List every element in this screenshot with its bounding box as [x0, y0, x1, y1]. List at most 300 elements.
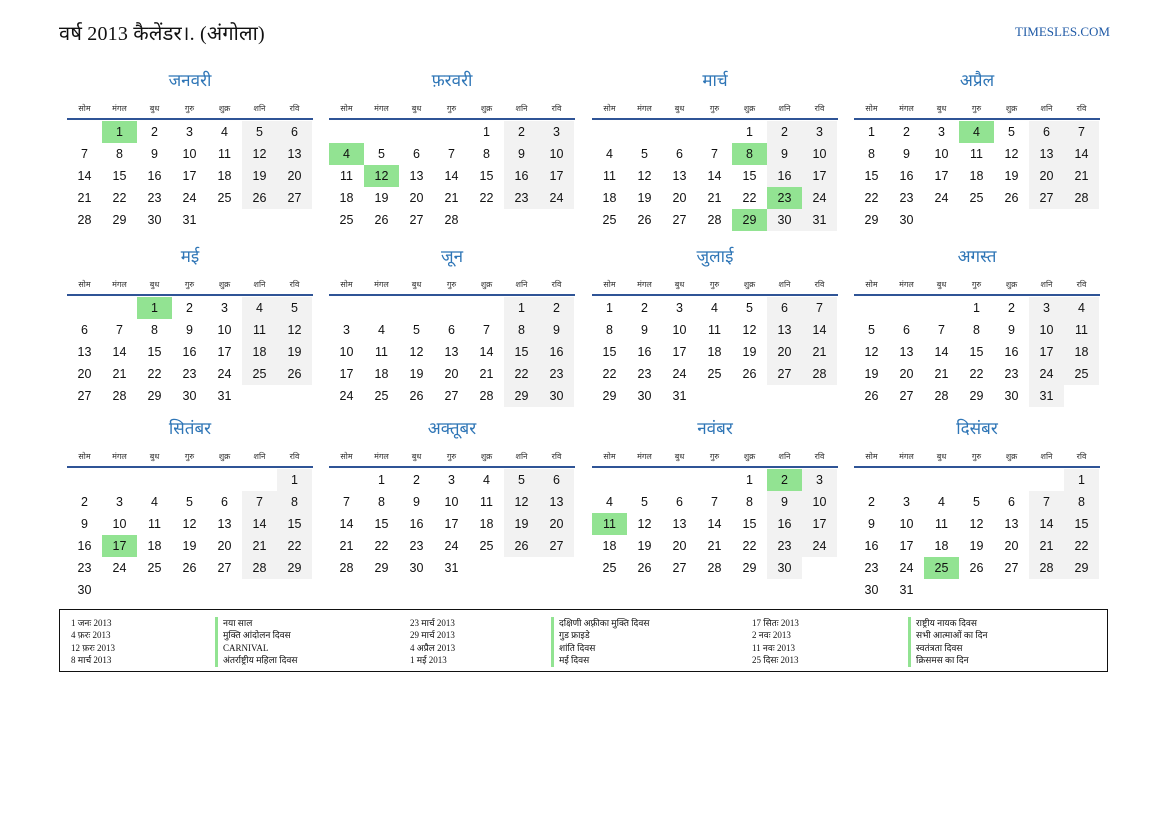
- holiday-legend: [59, 609, 1108, 672]
- day-cell: 17: [899, 539, 914, 553]
- day-cell: 16: [147, 169, 162, 183]
- day-cell: 3: [186, 125, 193, 139]
- day-cell: 15: [602, 345, 617, 359]
- day-cell: 10: [899, 517, 914, 531]
- day-cell: 3: [802, 121, 837, 143]
- day-cell: 29: [112, 213, 127, 227]
- month-title: अप्रैल: [959, 71, 995, 90]
- day-cell: 18: [479, 517, 494, 531]
- month-title: मार्च: [702, 71, 728, 90]
- day-cell: 27: [767, 363, 802, 385]
- weekday-header: बुध: [674, 280, 685, 289]
- day-cell: 21: [707, 539, 722, 553]
- weekday-header: शनि: [253, 452, 266, 461]
- day-cell: 7: [81, 147, 88, 161]
- day-cell: 19: [864, 367, 879, 381]
- holiday-day-cell: 29: [732, 209, 767, 231]
- day-cell: 20: [899, 367, 914, 381]
- day-cell: 27: [1004, 561, 1019, 575]
- holiday-name: स्वतंत्रता दिवस: [908, 642, 987, 654]
- day-cell: 12: [409, 345, 424, 359]
- day-cell: 10: [444, 495, 459, 509]
- day-cell: 26: [277, 363, 312, 385]
- day-cell: 30: [767, 557, 802, 579]
- day-cell: 19: [504, 513, 539, 535]
- day-cell: 28: [77, 213, 92, 227]
- day-cell: 3: [448, 473, 455, 487]
- weekday-header: गुरु: [709, 452, 720, 461]
- day-cell: 29: [602, 389, 617, 403]
- weekday-header: बुध: [411, 452, 422, 461]
- weekday-header: शुक्र: [1005, 280, 1018, 289]
- day-cell: 5: [641, 495, 648, 509]
- holiday-day-cell: 12: [364, 165, 399, 187]
- day-cell: 23: [147, 191, 162, 205]
- legend-name-column: [215, 617, 297, 667]
- header-rule: [67, 466, 313, 468]
- day-cell: 9: [1008, 323, 1015, 337]
- day-cell: 14: [77, 169, 92, 183]
- day-cell: 12: [969, 517, 984, 531]
- day-cell: 19: [374, 191, 389, 205]
- day-cell: 21: [339, 539, 354, 553]
- weekday-header: शनि: [515, 452, 528, 461]
- day-cell: 17: [339, 367, 354, 381]
- weekday-header: शनि: [778, 104, 791, 113]
- day-cell: 22: [602, 367, 617, 381]
- day-cell: 2: [413, 473, 420, 487]
- day-cell: 28: [707, 561, 722, 575]
- day-cell: 5: [242, 121, 277, 143]
- day-cell: 15: [1064, 513, 1099, 535]
- day-cell: 1: [483, 125, 490, 139]
- day-cell: 13: [1029, 143, 1064, 165]
- day-cell: 23: [899, 191, 914, 205]
- day-cell: 9: [641, 323, 648, 337]
- day-cell: 4: [711, 301, 718, 315]
- holiday-date: 8 मार्च 2013: [71, 655, 112, 666]
- weekday-header: गुरु: [709, 104, 720, 113]
- day-cell: 18: [707, 345, 722, 359]
- day-cell: 25: [217, 191, 232, 205]
- weekday-header: मंगल: [112, 280, 127, 289]
- holiday-date: 17 सितः 2013: [752, 618, 799, 628]
- holiday-name: गुड फ्राइडे: [551, 629, 649, 641]
- weekday-header: रवि: [551, 280, 562, 289]
- weekday-header: शुक्र: [1005, 104, 1018, 113]
- day-cell: 12: [504, 491, 539, 513]
- holiday-name: राष्ट्रीय नायक दिवस: [908, 617, 987, 629]
- day-cell: 7: [116, 323, 123, 337]
- weekday-header: रवि: [551, 104, 562, 113]
- day-cell: 20: [217, 539, 232, 553]
- day-cell: 29: [1064, 557, 1099, 579]
- weekday-header: मंगल: [899, 452, 914, 461]
- day-cell: 1: [378, 473, 385, 487]
- day-cell: 14: [444, 169, 459, 183]
- holiday-date: 29 मार्च 2013: [410, 630, 455, 641]
- day-cell: 3: [343, 323, 350, 337]
- holiday-day-cell: 1: [102, 121, 137, 143]
- day-cell: 13: [217, 517, 232, 531]
- day-cell: 20: [672, 191, 687, 205]
- day-cell: 26: [742, 367, 757, 381]
- day-cell: 25: [242, 363, 277, 385]
- weekday-header: मंगल: [374, 280, 389, 289]
- day-cell: 23: [864, 561, 879, 575]
- weekday-header: सोम: [865, 280, 878, 289]
- day-cell: 9: [767, 491, 802, 513]
- day-cell: 1: [973, 301, 980, 315]
- day-cell: 8: [116, 147, 123, 161]
- day-cell: 30: [767, 209, 802, 231]
- weekday-header: बुध: [411, 104, 422, 113]
- day-cell: 21: [1029, 535, 1064, 557]
- day-cell: 9: [504, 143, 539, 165]
- holiday-name: मुक्ति आंदोलन दिवस: [215, 629, 297, 641]
- day-cell: 3: [116, 495, 123, 509]
- month-title: जुलाई: [696, 247, 734, 266]
- day-cell: 27: [1029, 187, 1064, 209]
- day-cell: 21: [112, 367, 127, 381]
- day-cell: 14: [802, 319, 837, 341]
- day-cell: 5: [868, 323, 875, 337]
- header-rule: [67, 118, 313, 120]
- day-cell: 6: [1029, 121, 1064, 143]
- weekday-header: गुरु: [446, 104, 457, 113]
- month-title: सितंबर: [168, 419, 212, 438]
- weekday-header: मंगल: [899, 280, 914, 289]
- holiday-name: CARNIVAL: [215, 642, 297, 654]
- weekday-header: रवि: [289, 452, 300, 461]
- page-title: वर्ष 2013 कैलेंडर।. (अंगोला): [59, 23, 265, 45]
- day-cell: 22: [1064, 535, 1099, 557]
- weekday-header: शुक्र: [218, 280, 231, 289]
- day-cell: 2: [903, 125, 910, 139]
- weekday-header: सोम: [340, 280, 353, 289]
- weekday-header: शुक्र: [1005, 452, 1018, 461]
- day-cell: 12: [182, 517, 197, 531]
- day-cell: 19: [637, 191, 652, 205]
- day-cell: 29: [864, 213, 879, 227]
- day-cell: 14: [242, 513, 277, 535]
- day-cell: 29: [504, 385, 539, 407]
- day-cell: 20: [1029, 165, 1064, 187]
- day-cell: 24: [802, 535, 837, 557]
- day-cell: 4: [606, 147, 613, 161]
- month-title: मई: [180, 247, 200, 266]
- day-cell: 7: [242, 491, 277, 513]
- day-cell: 8: [868, 147, 875, 161]
- day-cell: 24: [802, 187, 837, 209]
- weekday-header: सोम: [340, 452, 353, 461]
- day-cell: 12: [637, 169, 652, 183]
- day-cell: 1: [1064, 469, 1099, 491]
- day-cell: 28: [1064, 187, 1099, 209]
- day-cell: 18: [934, 539, 949, 553]
- weekday-header: रवि: [814, 280, 825, 289]
- day-cell: 24: [672, 367, 687, 381]
- day-cell: 31: [217, 389, 232, 403]
- holiday-date: 4 फ़रः 2013: [71, 630, 111, 641]
- day-cell: 9: [186, 323, 193, 337]
- day-cell: 11: [935, 517, 948, 531]
- day-cell: 31: [672, 389, 687, 403]
- weekday-header: गुरु: [184, 104, 195, 113]
- weekday-header: बुध: [936, 280, 947, 289]
- day-cell: 3: [802, 469, 837, 491]
- weekday-header: रवि: [1076, 452, 1087, 461]
- header-rule: [67, 294, 313, 296]
- day-cell: 10: [1029, 319, 1064, 341]
- day-cell: 4: [151, 495, 158, 509]
- day-cell: 30: [409, 561, 424, 575]
- weekday-header: गुरु: [184, 280, 195, 289]
- month-title: जनवरी: [168, 71, 212, 90]
- day-cell: 20: [767, 341, 802, 363]
- holiday-day-cell: 1: [137, 297, 172, 319]
- header-rule: [854, 466, 1100, 468]
- header-rule: [592, 466, 838, 468]
- holiday-name: शांति दिवस: [551, 642, 649, 654]
- month-title: फ़रवरी: [431, 71, 473, 90]
- weekday-header: शुक्र: [743, 452, 756, 461]
- day-cell: 30: [899, 213, 914, 227]
- day-cell: 9: [767, 143, 802, 165]
- day-cell: 15: [374, 517, 389, 531]
- holiday-day-cell: 11: [592, 513, 627, 535]
- weekday-header: रवि: [289, 280, 300, 289]
- day-cell: 19: [182, 539, 197, 553]
- day-cell: 17: [1029, 341, 1064, 363]
- day-cell: 9: [903, 147, 910, 161]
- day-cell: 30: [864, 583, 879, 597]
- day-cell: 21: [1064, 165, 1099, 187]
- day-cell: 16: [767, 513, 802, 535]
- weekday-header: गुरु: [971, 104, 982, 113]
- day-cell: 24: [339, 389, 354, 403]
- weekday-header: सोम: [603, 280, 616, 289]
- day-cell: 21: [479, 367, 494, 381]
- weekday-header: शुक्र: [743, 280, 756, 289]
- day-cell: 19: [277, 341, 312, 363]
- day-cell: 23: [77, 561, 92, 575]
- day-cell: 16: [182, 345, 197, 359]
- holiday-date: 11 नवः 2013: [752, 642, 795, 653]
- day-cell: 31: [182, 213, 197, 227]
- day-cell: 17: [444, 517, 459, 531]
- day-cell: 6: [676, 495, 683, 509]
- legend-name-column: [551, 617, 649, 667]
- day-cell: 17: [217, 345, 232, 359]
- weekday-header: रवि: [1076, 104, 1087, 113]
- day-cell: 21: [934, 367, 949, 381]
- day-cell: 6: [81, 323, 88, 337]
- day-cell: 14: [1064, 143, 1099, 165]
- day-cell: 4: [242, 297, 277, 319]
- weekday-header: गुरु: [184, 452, 195, 461]
- day-cell: 4: [483, 473, 490, 487]
- day-cell: 13: [672, 517, 687, 531]
- legend-date-column: [71, 617, 115, 667]
- weekday-header: शुक्र: [218, 452, 231, 461]
- weekday-header: सोम: [865, 104, 878, 113]
- day-cell: 9: [413, 495, 420, 509]
- day-cell: 8: [1064, 491, 1099, 513]
- weekday-header: रवि: [814, 452, 825, 461]
- day-cell: 11: [218, 147, 231, 161]
- day-cell: 10: [672, 323, 687, 337]
- weekday-header: शुक्र: [743, 104, 756, 113]
- holiday-day-cell: 4: [329, 143, 364, 165]
- day-cell: 16: [767, 165, 802, 187]
- day-cell: 21: [242, 535, 277, 557]
- day-cell: 27: [77, 389, 92, 403]
- day-cell: 26: [969, 561, 984, 575]
- day-cell: 16: [864, 539, 879, 553]
- day-cell: 8: [973, 323, 980, 337]
- weekday-header: बुध: [936, 452, 947, 461]
- weekday-header: शनि: [515, 280, 528, 289]
- weekday-header: सोम: [865, 452, 878, 461]
- weekday-header: सोम: [340, 104, 353, 113]
- day-cell: 25: [479, 539, 494, 553]
- day-cell: 18: [242, 341, 277, 363]
- day-cell: 10: [802, 143, 837, 165]
- day-cell: 13: [277, 143, 312, 165]
- day-cell: 2: [504, 121, 539, 143]
- day-cell: 7: [802, 297, 837, 319]
- holiday-date: 4 अप्रैल 2013: [410, 642, 456, 653]
- day-cell: 16: [539, 341, 574, 363]
- day-cell: 8: [746, 495, 753, 509]
- day-cell: 28: [444, 213, 459, 227]
- weekday-header: शनि: [1040, 280, 1053, 289]
- day-cell: 7: [938, 323, 945, 337]
- day-cell: 19: [1004, 169, 1019, 183]
- day-cell: 6: [448, 323, 455, 337]
- day-cell: 15: [742, 517, 757, 531]
- weekday-header: शनि: [253, 104, 266, 113]
- day-cell: 11: [970, 147, 983, 161]
- day-cell: 23: [1004, 367, 1019, 381]
- day-cell: 14: [934, 345, 949, 359]
- day-cell: 17: [182, 169, 197, 183]
- weekday-header: सोम: [78, 280, 91, 289]
- day-cell: 12: [242, 143, 277, 165]
- day-cell: 2: [868, 495, 875, 509]
- holiday-date: 2 नवः 2013: [752, 630, 791, 641]
- day-cell: 5: [413, 323, 420, 337]
- holiday-day-cell: 8: [732, 143, 767, 165]
- day-cell: 14: [112, 345, 127, 359]
- day-cell: 27: [277, 187, 312, 209]
- day-cell: 5: [1008, 125, 1015, 139]
- day-cell: 11: [340, 169, 353, 183]
- holiday-day-cell: 2: [767, 469, 802, 491]
- header-rule: [854, 118, 1100, 120]
- weekday-header: बुध: [674, 452, 685, 461]
- day-cell: 2: [641, 301, 648, 315]
- day-cell: 25: [339, 213, 354, 227]
- day-cell: 29: [374, 561, 389, 575]
- day-cell: 13: [1004, 517, 1019, 531]
- day-cell: 30: [147, 213, 162, 227]
- day-cell: 15: [504, 341, 539, 363]
- day-cell: 3: [1029, 297, 1064, 319]
- day-cell: 21: [77, 191, 92, 205]
- day-cell: 4: [378, 323, 385, 337]
- day-cell: 19: [969, 539, 984, 553]
- header-rule: [854, 294, 1100, 296]
- day-cell: 12: [1004, 147, 1019, 161]
- day-cell: 6: [767, 297, 802, 319]
- day-cell: 28: [339, 561, 354, 575]
- day-cell: 26: [409, 389, 424, 403]
- weekday-header: गुरु: [971, 452, 982, 461]
- day-cell: 18: [339, 191, 354, 205]
- legend-date-column: [752, 617, 799, 667]
- weekday-header: शुक्र: [480, 452, 493, 461]
- month-title: जून: [440, 247, 464, 266]
- day-cell: 2: [539, 297, 574, 319]
- header-rule: [329, 118, 575, 120]
- day-cell: 2: [151, 125, 158, 139]
- weekday-header: सोम: [78, 104, 91, 113]
- day-cell: 24: [1029, 363, 1064, 385]
- day-cell: 4: [606, 495, 613, 509]
- day-cell: 25: [969, 191, 984, 205]
- weekday-header: रवि: [814, 104, 825, 113]
- site-link[interactable]: TIMESLES.COM: [1015, 24, 1110, 39]
- day-cell: 25: [374, 389, 389, 403]
- day-cell: 7: [711, 147, 718, 161]
- day-cell: 10: [934, 147, 949, 161]
- weekday-header: बुध: [149, 280, 160, 289]
- header-rule: [592, 294, 838, 296]
- day-cell: 15: [479, 169, 494, 183]
- day-cell: 1: [746, 473, 753, 487]
- holiday-date: 1 जनः 2013: [71, 618, 112, 628]
- day-cell: 19: [742, 345, 757, 359]
- day-cell: 3: [539, 121, 574, 143]
- day-cell: 22: [112, 191, 127, 205]
- holiday-date: 23 मार्च 2013: [410, 618, 455, 628]
- day-cell: 17: [934, 169, 949, 183]
- day-cell: 8: [504, 319, 539, 341]
- day-cell: 11: [148, 517, 161, 531]
- holiday-name: सभी आत्माओं का दिन: [908, 629, 987, 641]
- day-cell: 4: [938, 495, 945, 509]
- day-cell: 24: [539, 187, 574, 209]
- day-cell: 25: [602, 213, 617, 227]
- day-cell: 7: [711, 495, 718, 509]
- day-cell: 1: [746, 125, 753, 139]
- day-cell: 20: [409, 191, 424, 205]
- day-cell: 16: [409, 517, 424, 531]
- holiday-name: मई दिवस: [551, 654, 649, 666]
- day-cell: 18: [147, 539, 162, 553]
- day-cell: 27: [899, 389, 914, 403]
- day-cell: 3: [221, 301, 228, 315]
- header-rule: [592, 118, 838, 120]
- day-cell: 17: [672, 345, 687, 359]
- day-cell: 28: [707, 213, 722, 227]
- day-cell: 28: [479, 389, 494, 403]
- day-cell: 14: [1029, 513, 1064, 535]
- weekday-header: शनि: [1040, 104, 1053, 113]
- holiday-day-cell: 23: [767, 187, 802, 209]
